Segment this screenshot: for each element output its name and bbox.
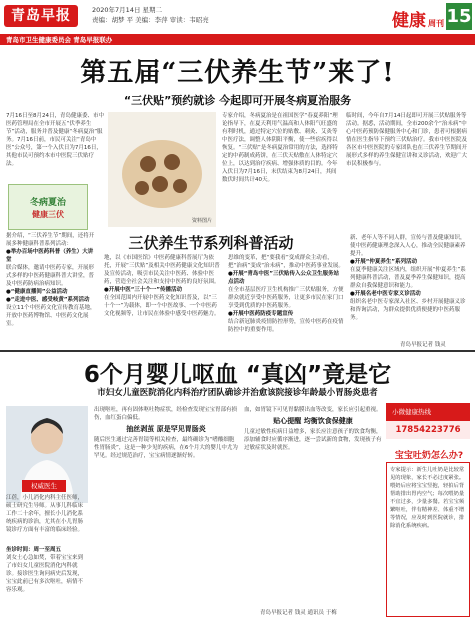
- bottom-sub1: 抽丝剥茧 原是罕见胃肠炎: [126, 425, 206, 433]
- mid-sub1: ●举办百场中医药科普（养生）大讲堂: [6, 249, 94, 263]
- date-line: 2020年7月14日 星期二: [92, 6, 163, 14]
- bottom-subheadline: 市妇女儿童医院消化内科治疗团队确诊并治愈该院接诊年龄最小胃肠炎患者: [97, 388, 378, 398]
- hotline-label: 小微健康热线: [386, 403, 470, 421]
- mid-col4b-text: 在夏季健康关注区域内，组织开展“仲夏养生”系列健康科普活动，普及夏季养生保健知识，提高群众自我保健意识和能力。: [350, 267, 466, 289]
- bottom-column-3: [244, 406, 382, 616]
- doctor-intro: 江蓓，小儿消化内科主任医师，硕士研究生导师。从事儿科临床工作二十余年，擅长小儿消化系统疾病的诊治，尤其在小儿胃肠镜诊疗方面有丰富的临床经验。: [6, 495, 84, 533]
- logo-line-2: 健康三伏: [32, 210, 64, 219]
- article-photo: [108, 112, 216, 227]
- section-divider: [0, 350, 475, 352]
- bottom-col1-text: 刘女士心急如焚，带着宝宝来到了市妇女儿童医院消化内科就诊。接诊医生询问病史后发现，宝宝此前已有多次呕吐，病情不容乐观。: [6, 555, 84, 593]
- banner-text: 青岛市卫生健康委员会 青岛早报联办: [6, 36, 113, 44]
- mid-sub7: ●开展“仲夏养生”系列活动: [350, 259, 418, 265]
- section-name: 健康 周刊: [392, 11, 444, 31]
- sidebar-box: 专家提示：新生儿吐奶是比较常见的现象，家长不必过度紧张。喂奶后应将宝宝竖抱，轻拍后背帮助排出胃内空气；每次喂奶量不宜过多，少量多餐。若宝宝频繁呕吐，伴有精神差、体重不增等情况，应及时到医院就诊，排除消化系统疾病。: [386, 462, 470, 617]
- top-column-3: 临时间，今年自7月14日起即可开展三伏贴服务等活动。据悉，活动期间，全市200余个“治未病”中心中医药预防保健服务中心和门诊，患者可根据病情在医生指导下预约三伏贴治疗。我市中医医院及各区市中医医院的专家团队也在三伏养生节期间开展形式多样的养生保健宣讲和义诊活动，欢迎广大市民积极参与。: [346, 113, 468, 167]
- main-headline: 第五届“三伏养生节”来了!: [80, 58, 395, 88]
- mid-sub3: ●“走进中医、感受岐黄”系列活动: [6, 297, 90, 303]
- mid-column-3: [228, 254, 344, 346]
- mid-col3b-text: 在全市基层医疗卫生机构推广三伏贴服务，方便群众就近享受中医药服务，让更多市民在家门口享受到优质的中医药服务。: [228, 287, 344, 309]
- mid-col4c-text: 组织名老中医专家深入社区、乡村开展健康义诊和咨询活动，为群众提供优质便捷的中医药服务。: [350, 299, 466, 321]
- mid-col1-text: 据介绍，“三伏养生节”期间，还将开展多种健康科普系列活动：: [6, 233, 95, 247]
- photo-illustration: [108, 112, 216, 227]
- mid-col3-text: 思维的变革，把“要我看”变成群众主动看，把“治病”变成“治未病”，推动中医药事业发展。: [228, 255, 344, 269]
- photo-caption: 资料图片: [191, 218, 212, 224]
- mid-col2b-text: 在全国范围内开展中医药文化知识普及，以“三十个一”为载体，即一个中医故事、一个中医药文化视频等，让市民在体验中感受中医药魅力。: [104, 295, 220, 317]
- mid-column-4: [350, 234, 470, 348]
- bottom-headline: 6个月婴儿呕血 “真凶”竟是它: [83, 362, 392, 388]
- editor-line: 责编：胡梦 平 美编：李萍 审读：韦昭亮: [92, 16, 209, 24]
- doctor-hours: 坐诊时间：周一至周五: [6, 547, 62, 553]
- mid-byline: 青岛早报记者 钱灵: [400, 342, 446, 348]
- main-subheadline: “三伏贴”预约就诊 今起即可开展冬病夏治服务: [123, 94, 352, 107]
- mid-sub8: ●开展名老中医专家义诊活动: [350, 291, 421, 297]
- mid-sub2: ●“健康直播间”公益活动: [6, 289, 68, 295]
- mid-col1c-text: 设立11个中医药文化宣传教育基地，开放中医药博物馆、中医药文化展室。: [6, 305, 96, 327]
- bottom-sub2: 贴心提醒 均衡饮食保健康: [273, 417, 353, 425]
- mid-col3c-text: 结合新冠肺炎疫情防控形势，宣传中医药在疫情防控中的重要作用。: [228, 319, 344, 333]
- bottom-col3b-text: 儿童过敏性疾病日益增多，家长应注意孩子的饮食均衡，添加辅食时应循序渐进，逐一尝试新的食物，发现孩子有过敏症状及时就医。: [244, 429, 382, 451]
- bottom-byline: 青岛早报记者 钱灵 通讯员 于梅: [260, 610, 337, 616]
- logo-line-1: 冬病夏治: [29, 198, 66, 208]
- mid-sub5: ●开展“青岛中医”三伏贴传入公众卫生服务站点活动: [228, 271, 340, 285]
- mid-sub6: ●开展中医药防疫专题宣传: [228, 311, 294, 317]
- intro-paragraph: 7月16日至8月24日，青岛健康委、市中医药管理局在全市开展五“伏季养生节”活动，服务并普及健康“冬病夏治”服务。7月16日前，市民可关注“青岛中医”公众号，第一个入伏日为7月16日，其他市民可预约本市中医院三伏贴疗法。: [6, 113, 104, 167]
- mid-col4-text: 新、老年人等不同人群，宣传与普及健康知识，使中医药健康理念深入人心，推动全民健康素养提升。: [350, 235, 466, 257]
- page-number: 15: [446, 3, 472, 30]
- top-column-2: 专家介绍，冬病夏治是在祖国医学“春夏养阳”理论指导下，在夏天利用气温高和人体阳气旺盛的有利时机，通过特定穴位的贴敷、刺灸、艾灸等中医疗法，调整人体阴阳平衡，使一些宿疾得以恢复。“三伏贴”是冬病夏治常用的方法，选择特定的中药制成药饼，在三伏天贴敷在人体特定穴位上，以达到治疗疾病、增强体质的目的。今年入伏日为7月16日，末伏结束为8月24日，其间数伏时间共计40天。: [222, 113, 338, 183]
- mid-col2-text: 地，以《市国医馆》中医药健康科普展厅为依托，开展“三伏贴”及相关中医药健康文化知识普及宣传活动，吸引市民关注中医药、体验中医药，营造全社会关注和支持中医药的良好氛围。: [104, 255, 220, 285]
- hotline-number: 17854223776: [386, 421, 470, 439]
- event-logo-box: [8, 184, 88, 230]
- page-header: [0, 0, 475, 37]
- mid-sub4: ●开展中医“三十个一”传播活动: [104, 287, 183, 293]
- sidebar-title: 宝宝吐奶怎么办?: [394, 451, 464, 461]
- mid-col1b-text: 联合媒体，邀请中医药专家，开展形式多样的中医药健康科普大讲堂，普及中医药防病治病知识。: [6, 265, 95, 287]
- bottom-col2-text: 出现呕吐，再有固体呕吐物症状，经检查发现宝宝胃部有损伤，血红蛋白偏低。: [94, 407, 238, 421]
- newspaper-logo: 青岛早报: [4, 5, 78, 27]
- bottom-col2b-text: 随后医生通过完善胃镜等相关检查，最终确诊为“嗜酸细胞性胃肠炎”，这是一种少见的疾病，在6个月大的婴儿中尤为罕见。经过规范治疗，宝宝病情逐渐好转。: [94, 437, 238, 459]
- bottom-column-1: [6, 546, 88, 616]
- bottom-col3-text: 血，如胃镜下可见胃黏膜出血等改变，家长应引起重视。: [244, 407, 382, 413]
- bottom-column-2: [94, 406, 238, 616]
- section-headline: 三伏养生节系列科普活动: [128, 234, 294, 252]
- mid-column-2: [104, 254, 222, 346]
- doctor-tag: 权威医生: [22, 480, 66, 492]
- mid-column-1: [6, 232, 98, 346]
